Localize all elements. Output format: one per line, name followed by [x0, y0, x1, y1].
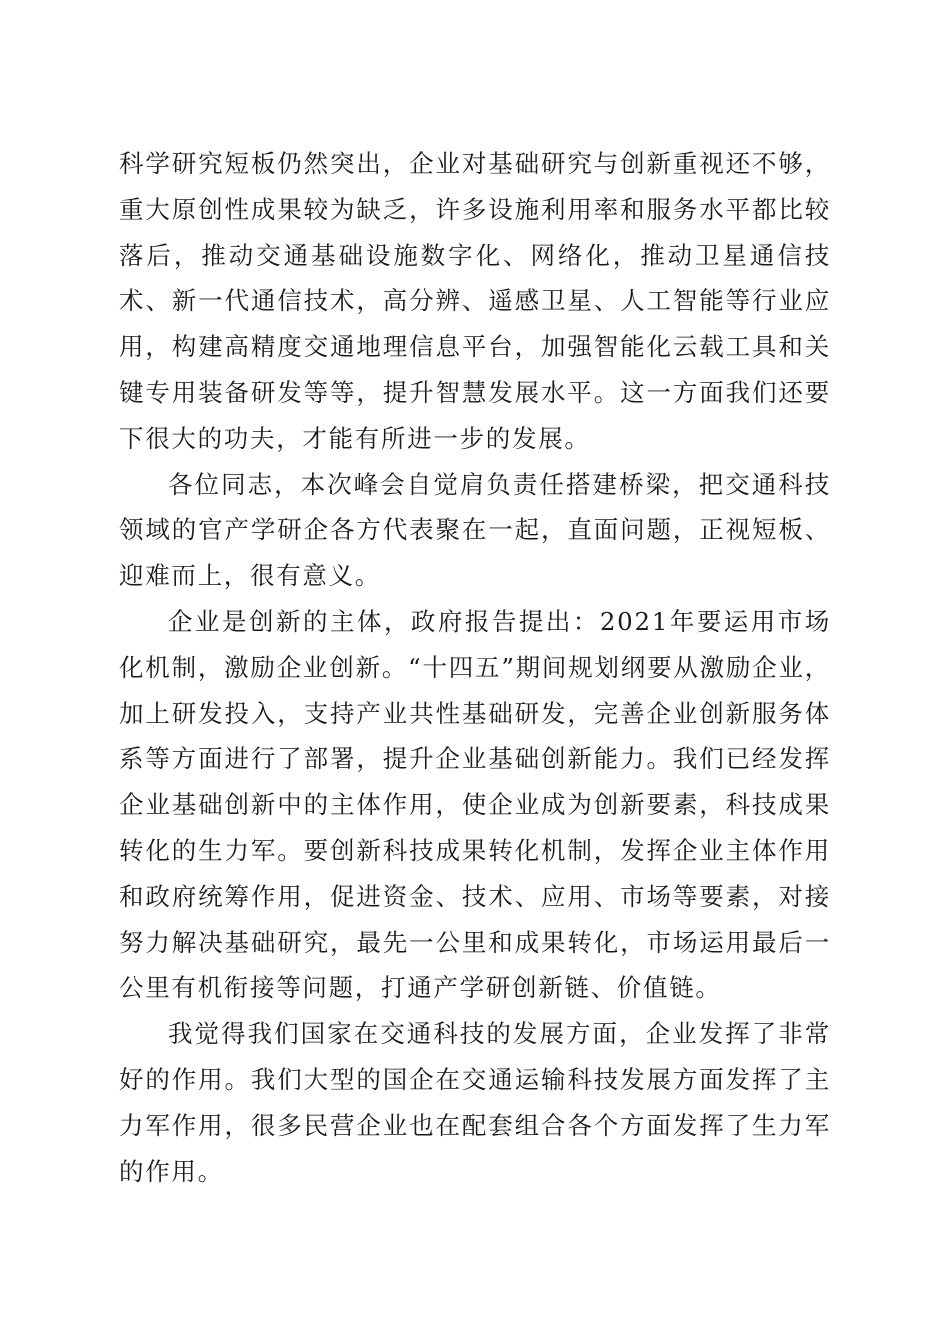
paragraph-enterprise-role: 我觉得我们国家在交通科技的发展方面，企业发挥了非常好的作用。我们大型的国企在交通运输科技发展方面发挥了主力军作用，很多民营企业也在配套组合各个方面发挥了生力军的作用。: [119, 1019, 831, 1186]
paragraph-summit: 各位同志，本次峰会自觉肩负责任搭建桥梁，把交通科技领域的官产学研企各方代表聚在一起，直面问题，正视短板、迎难而上，很有意义。: [119, 469, 831, 591]
paragraph-enterprise-innovation: 企业是创新的主体，政府报告提出：2021年要运用市场化机制，激励企业创新。“十四五”期间规划纲要从激励企业，加上研发投入，支持产业共性基础研发，完善企业创新服务体系等方面进行了部署，提升企业基础创新能力。我们已经发挥企业基础创新中的主体作用，使企业成为创新要素，科技成果转化的生力军。要创新科技成果转化机制，发挥企业主体作用和政府统筹作用，促进资金、技术、应用、市场等要素，对接努力解决基础研究，最先一公里和成果转化，市场运用最后一公里有机衔接等问题，打通产学研创新链、价值链。: [119, 606, 831, 1003]
document-body: [119, 141, 831, 1194]
paragraph-continuation: 科学研究短板仍然突出，企业对基础研究与创新重视还不够，重大原创性成果较为缺乏，许多设施利用率和服务水平都比较落后，推动交通基础设施数字化、网络化，推动卫星通信技术、新一代通信技术，高分辨、遥感卫星、人工智能等行业应用，构建高精度交通地理信息平台，加强智能化云载工具和关键专用装备研发等等，提升智慧发展水平。这一方面我们还要下很大的功夫，才能有所进一步的发展。: [119, 149, 831, 453]
